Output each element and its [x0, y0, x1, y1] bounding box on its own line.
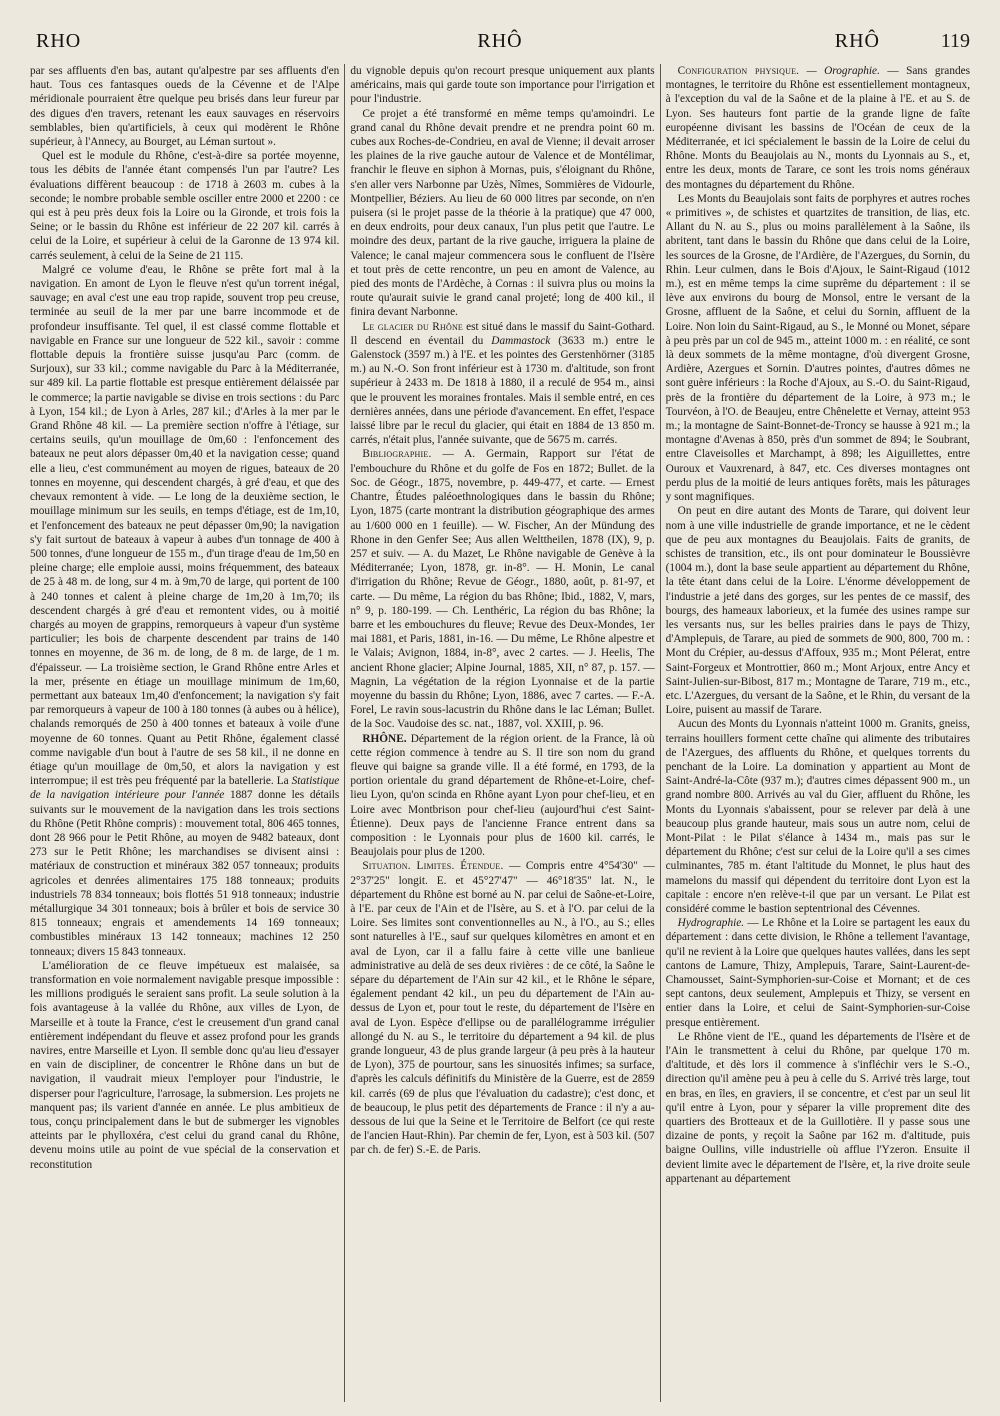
column-3 — [660, 64, 970, 1402]
entry-headword: RHÔNE. — [362, 732, 407, 745]
paragraph: Les Monts du Beaujolais sont faits de porphyres et autres roches « primitives », de schistes et quartzites de transition, de lias, etc. Allant du N. au S., plus ou moins parallèlement à la Saône, ils abritent, tant dans le bassin du Rhône que dans celui de la Loire, les sources de la Grosne, de l'Ardière, de l'Azergues, du Sornin, du Rhin. Leur culmen, dans le Bois d'Ajoux, le Saint-Rigaud (1012 m.), est en même temps la cime suprême du département : il se lève aux environs du bourg de Monsol, entre le versant de la Grosne, affluent de la Saône, et celui du Sornin, affluent de la Loire. Non loin du Saint-Rigaud, au S., le Monné ou Monet, sépare à peu près par un col de 945 m., atteint 1000 m. : en réalité, ce sont là deux sommets de la même montagne, d'où divergent Grosne, Ardière, Azergues et Sornin. D'autres pointes, d'autres dômes ne sont guère inférieurs : la Roche d'Ajoux, au S.-O. du Saint-Rigaud, près de la frontière du département de la Loire, à 973 m.; le Tourvéon, à l'O. de Beaujeu, entre Chênelette et Vernay, atteint 953 m.; la montagne de Saint-Bonnet-de-Troncy se hausse à 921 m.; la montagne d'Avenas à 850, près d'un sommet de 894; le Soubrant, entre Claveisolles et Marchampt, à 898; les Aiguillettes, entre Ouroux et Vauxrenard, à 847, etc. Ces diverses montagnes ont perdu plus de la moitié de leurs antiques forêts, mais les pâturages y sont magnifiques. — [665, 192, 971, 504]
paragraph: L'amélioration de ce fleuve impétueux est malaisée, sa transformation en voie normalement navigable presque impossible : les millions prodigués le seraient sans profit. La seule solution à la fois avantageuse à la vallée du Rhône, aux villes de Lyon, de Marseille et à toute la France, c'est le creusement d'un grand canal entièrement indépendant du fleuve et assez profond pour les grands navires, entre Marseille et Lyon. Il semble donc qu'au lieu d'essayer en vain de discipliner, de concentrer le Rhône dans un but de navigation, il vaudrait mieux l'employer pour l'industrie, le disperser pour l'agriculture, l'arrosage, la submersion. Les projets ne manquent pas; ils varient d'année en année. Le plus ambitieux de tous, conçu principalement dans le but de submerger les vignobles atteints par le phylloxéra, c'est celui du grand canal du Rhône, devenu moins utile au point de vue spécial de la conservation et reconstitution — [30, 959, 340, 1171]
entry-rhone-paragraph: RHÔNE. Département de la région orient. de la France, là où cette région commence à tendre au S. Il tire son nom du grand fleuve qui baigne sa grande ville. Il a été formé, en 1793, de la portion orientale du grand département de Rhône-et-Loire, chef-lieu Lyon, qu'on scinda en Rhône ayant Lyon pour chef-lieu, et en Loire avec Montbrison pour chef-lieu (aujourd'hui c'est Saint-Étienne). Deux pays de l'ancienne France entrent dans sa composition : le Lyonnais pour plus de 1600 kil. carrés, le Beaujolais pour plus de 1200. — [350, 732, 655, 859]
running-head-center: RHÔ — [477, 30, 523, 52]
page-number: 119 — [940, 30, 970, 52]
paragraph: Aucun des Monts du Lyonnais n'atteint 1000 m. Granits, gneiss, terrains houillers forment cette chaîne qui alimente des tributaires de l'Azergues, des affluents du Rhône, et quelques torrents du penchant de la Loire. La domination y appartient au Mont de Saint-André-la-Côte (937 m.); d'autres cimes dépassent 900 m., un grand nombre 800. Arrivés au val du Gier, affluent du Rhône, les Monts du Lyonnais s'abaissent, pour se relever par delà à une beaucoup plus grande hauteur, mais sous un autre nom, celui de Mont-Pilat : le Pilat s'élance à 1434 m., mais pas sur le département du Rhône; c'est sur celui de la Loire qu'il a ses cimes culminantes, 785 m. étant l'altitude du Monnet, le plus haut des mamelons du massif qui dépendent du territoire dont Lyon est la capitale : encore n'en relève-t-il que par un versant. Le Pilat est considéré comme le bastion septentrional des Cévennes. — [665, 718, 971, 915]
paragraph: On peut en dire autant des Monts de Tarare, qui doivent leur nom à une ville industrielle de grande importance, et ne le cèdent que de peu aux montagnes du Beaujolais. Faits de granits, de schistes de transition, etc., ils ont pour dominateur le Boussièvre (1004 m.), dont la base seule appartient au département du Rhône, la tête étant dans celui de la Loire. L'énorme développement de l'industrie a jeté dans des gorges, sur les pentes de ce massif, des bourgs, des hameaux laborieux, et la fumée des usines rampe sur les versants nus, sur les belles prairies dans le pays de Thizy, d'Amplepuis, de Tarare, au pied de sommets de 900, 800, 700 m. : Mont du Crépier, au-dessus d'Affoux, 935 m.; Mont Pélerat, entre Saint-Forgeux et Montrottier, 860 m.; Mont Arjoux, entre Ancy et Saint-Julien-sur-Bibost, 817 m.; Montagne de Tarare, 719 m., etc., etc. L'Azergues, du versant de la Saône, et le Rhin, du versant de la Loire, puisent au massif de Tarare. — [665, 505, 971, 717]
paragraph: Malgré ce volume d'eau, le Rhône se prête fort mal à la navigation. En amont de Lyon le fleuve n'est qu'un torrent inégal, sauvage; en aval c'est une eau trop rapide, souvent trop peu creuse, terminée au seuil de la mer par une barre incommode et de profondeur insuffisante. Tel quel, il est classé comme flottable et navigable en France sur une longueur de 522 kil., savoir : comme flottable depuis la frontière suisse jusqu'au Parc (comm. de Surjoux), sur 33 kil.; comme navigable du Parc à la Méditerranée, sur 489 kil. La partie flottable est presque entièrement délaissée par le commerce; la partie navigable se divise en trois sections : du Parc à Lyon, 154 kil.; de Lyon à Arles, 287 kil.; d'Arles à la mer par le Grand Rhône 48 kil. — La première section n'offre à l'étiage, sur certains seuils, qu'un mouillage de 0m,60 : l'enfoncement des bateaux ne peut alors dépasser 0m,40 et la navigation cesse; quand elle a lieu, c'est communément au moyen de rigues, bateaux de 20 tonnes en moyenne, qui descendent chargés, à gré d'eau, et que des chevaux remontent à vide. — Le long de la deuxième section, le mouillage minimum sur les seuils, en temps d'étiage, est de 1m,10, et l'enfoncement des bateaux ne peut dépasser 0m,90; la navigation s'y fait surtout de bateaux à vapeur à aubes d'un tonnage de 400 à 500 tonnes, d'une longueur de 155 m., d'un tirage d'eau de 1m,50 en pleine charge; elle emploie aussi, moins fréquemment, des bateaux de 25 à 48 m. de long, sur 4 m. à 9m,70 de large, qui portent de 100 à 240 tonnes et calent à pleine charge de 1m,20 à 1m,70; ils descendent chargés à gré d'eau et remontent vides, ou à moitié chargés au moyen de grappins, remorqueurs à vapeur d'un système particulier; les bois de charpente descendent par trains de 140 tonnes en moyenne, de 36 m. de long, de 8 m. de large, de 1 m. d'épaisseur. — La troisième section, le Grand Rhône entre Arles et la mer, présente en étiage un mouillage minimum de 1m,60, permettant aux bateaux 1m,40 d'enfoncement; la navigation s'y fait par remorqueurs à vapeur de 100 à 180 tonnes (à aubes ou à hélice), chalands remorqués de 250 à 400 tonnes et bateaux à voile d'une moyenne de 60 tonnes. Quant au Petit Rhône, également classé comme navigable d'un bout à l'autre de ses 58 kil., il ne donne en étiage qu'un mouillage de 0m,50, et alors la navigation y est interrompue; il est très peu fréquenté par la batellerie. La Statistique de la navigation intérieure pour l'année 1887 donne les détails suivants sur le mouvement de la navigation dans les trois sections du Rhône (Petit Rhône compris) : mouvement total, 806 465 tonnes, dont 28 966 pour le Petit Rhône, au moyen de 9482 bateaux, dont 273 sur le Petit Rhône; les marchandises se divisent ainsi : matériaux de construction et minéraux 382 057 tonneaux; produits agricoles et denrées alimentaires 175 188 tonneaux; produits industriels 78 834 tonneaux; bois flottés 51 918 tonneaux; industrie métallurgique 34 301 tonneaux; bois à brûler et bois de service 30 815 tonneaux; engrais et amendements 14 169 tonneaux; combustibles minéraux 13 142 tonneaux; machines 12 250 tonneaux; divers 15 843 tonneaux. — [30, 263, 340, 958]
text-columns — [30, 64, 970, 1402]
paragraph: Le Rhône vient de l'E., quand les départements de l'Isère et de l'Ain le transmettent à celui du Rhône, par quelque 170 m. d'altitude, et dès lors il commence à s'infléchir vers le S.-O., direction qu'il amène peu à peu à celle du S. Arrivé très large, tout en bras, en îles, en graviers, il se concentre, et c'est par un seul lit qu'il entre à Lyon, pour y séparer la ville proprement dite des quartiers des Brotteaux et de la Guillotière. Il y passe sous une dizaine de ponts, y reçoit la Saône par 162 m. d'altitude, puis baigne Oullins, ville industrielle où afflue l'Yzeron. Ensuite il devient limite avec le département de l'Isère, et, la rive droite seule appartenant au département — [665, 1030, 971, 1185]
paragraph: Ce projet a été transformé en même temps qu'amoindri. Le grand canal du Rhône devait prendre et ne prendra point 60 m. cubes aux Roches-de-Condrieu, en aval de Vienne; il devait arroser les plaines de la rive gauche autour de Valence et de Montélimar, franchir le fleuve en siphon à Mornas, puis, s'éloignant du Rhône, s'en aller vers Narbonne par Uzès, Nîmes, Sommières de Vidourle, Montpellier, Béziers. Au lieu de 60 000 litres par seconde, on n'en puisera (si le projet passe de la théorie à la pratique) que 47 000, en deux endroits, pour deux canaux, l'un plus petit que l'autre. Le moindre des deux, partant de la rive gauche, irriguera la plaine de Valence; le canal majeur commencera sous le confluent de l'Isère et tout près de cette rencontre, un peu en amont de Valence, au pied des monts de l'Ardèche, à Cornas : il suivra plus ou moins la route qu'aurait suivie le grand canal projeté; long de 400 kil., il finira devant Narbonne. — [350, 107, 655, 319]
column-1 — [30, 64, 339, 1402]
situation-paragraph: Situation. Limites. Étendue. — Compris entre 4°54'30" — 2°37'25" longit. E. et 45°27'47" — 46°18'35" lat. N., le département du Rhône est borné au N. par celui de Saône-et-Loire, à l'E. par ceux de l'Ain et de l'Isère, au S. et à l'O. par celui de la Loire. Ses limites sont conventionnelles au N., à l'O., au S.; elles sont naturelles à l'E., sauf sur quelques kilomètres en amont et en aval de Lyon, car il a fallu faire à cette ville une banlieue administrative au delà de ses deux rivières : de ce côté, la Saône le sépare du département de l'Ain sur 42 kil., et le Rhône le sépare, également pendant 42 kil., un peu du département de l'Ain au-dessus de Lyon et, pour tout le reste, du département de l'Isère en aval de Lyon. Espèce d'ellipse ou de parallélogramme irrégulier allongé du N. au S., le territoire du département a 94 kil. de plus grande longueur, 43 de plus grande largeur (à peu près à la hauteur de Lyon), 375 de pourtour, sans les sinuosités infimes; sa surface, d'après les calculs définitifs du Ministère de la Guerre, est de 2859 kil. carrés (69 de plus que l'évaluation du cadastre); c'est donc, et de beaucoup, le plus petit des départements de France : il n'y a au-dessous de lui que la Seine et le Territoire de Belfort (ce qui reste de l'ancien Haut-Rhin). Par chemin de fer, Lyon, est à 503 kil. (507 par ch. de fer) S.-E. de Paris. — [350, 860, 655, 1157]
paragraph: Quel est le module du Rhône, c'est-à-dire sa portée moyenne, tous les débits de l'année étant compensés l'un par l'autre? Les évaluations diffèrent beaucoup : de 1718 à 2603 m. cubes à la seconde; le nombre probable semble osciller entre 2000 et 2200 : ce qui est à peu près deux fois la Loire ou la Gironde, et trois fois la Seine; or le bassin du Rhône est inférieur de 22 207 kil. carrés à celui de la Loire, et supérieur à celui de la Garonne de 13 974 kil. carrés seulement, à celui de la Seine de 21 115. — [30, 150, 340, 262]
hydrography-paragraph: Hydrographie. — Le Rhône et la Loire se partagent les eaux du département : dans cette division, le Rhône a tellement l'avantage, qu'il ne revient à la Loire que quelques hautes vallées, dans les sept cantons de Lamure, Thizy, Amplepuis, Tarare, Saint-Laurent-de-Chamousset, Saint-Symphorien-sur-Coise et Mornant; et de ces sept cantons, deux seulement, Amplepuis et Thizy, se versent en entier dans la Loire, et celui de Saint-Symphorien-sur-Coise presque entièrement. — [665, 917, 971, 1029]
bibliography-paragraph: Bibliographie. — A. Germain, Rapport sur l'état de l'embouchure du Rhône et du golfe de Fos en 1872; Bullet. de la Soc. de Géogr., 1875, novembre, p. 449-477, et carte. — Ernest Chantre, Études paléoethnologiques dans le bassin du Rhône; Lyon, 1875 (carte montrant la distribution géographique des armes au 1/600 000 en 1 feuille). — W. Fischer, An der Mündung des Rhone in den Genfer See; Aus allen Welttheilen, 1878 (IX), 9, p. 257 et suiv. — A. du Mazet, Le Rhône navigable de Genève à la Méditerranée; Lyon, 1878, gr. in-8°. — H. Monin, Le canal d'irrigation du Rhône; Revue de Géogr., 1880, août, p. 81-97, et carte. — Du même, La région du bas Rhône; Ibid., 1882, V, mars, n° 9, p. 180-199. — Ch. Lenthéric, La région du bas Rhône; la barre et les embouchures du fleuve; Revue des Deux-Mondes, 1er mai 1881, et Paris, 1881, in-16. — Du même, Le Rhône alpestre et le Valais; Avignon, 1884, in-8°, avec 2 cartes. — J. Heelis, The ancient Rhone glacier; Alpine Journal, 1885, XII, n° 87, p. 157. — Magnin, La végétation de la région Lyonnaise et de la partie moyenne du bassin du Rhône; Lyon, 1886, avec 7 cartes. — F.-A. Forel, Le ravin sous-lacustrin du Rhône dans le lac Léman; Bullet. de la Soc. Vaudoise des sc. nat., 1887, vol. XXIII, p. 96. — [350, 448, 655, 731]
paragraph: par ses affluents d'en bas, autant qu'alpestre par ses affluents d'en haut. Tous ces fantasques oueds de la Cévenne et de l'Alpe méridionale pourraient être quelque peu brisés dans leur fureur par des digues d'en travers, retenant les eaux sauvages en réservoirs semblables, bien qu'artificiels, à ceux qui modèrent le Rhône supérieur, à l'Annecy, au Bourget, au Léman surtout ». — [30, 65, 340, 149]
page-header — [30, 30, 970, 64]
configuration-paragraph: Configuration physique. — Orographie. — Sans grandes montagnes, le territoire du Rhône est essentiellement montagneux, à l'exception du val de la Saône et de la plaine à l'E. et au S. de Lyon. Ses hauteurs font partie de la grande ligne de faîte européenne divisant les bassins de l'Océan de ceux de la Méditerranée, et ici spécialement le bassin de la Loire de celui du Rhône. Monts du Beaujolais au N., monts du Lyonnais au S., et, entre les deux, monts de Tarare, ce sont les trois noms généraux des montagnes du département du Rhône. — [665, 65, 971, 191]
glacier-paragraph: Le glacier du Rhône est situé dans le massif du Saint-Gothard. Il descend en éventail du Dammastock (3633 m.) entre le Galenstock (3597 m.) à l'E. et les pointes des Gerstenhörner (3185 m.) au N.-O. Son front inférieur est à 1730 m. d'altitude, son front supérieur à 2433 m. De 1818 à 1880, il a reculé de 954 m., ainsi que le prouvent les moraines frontales. Mais il semble entré, en ces dernières années, dans une période d'avancement. En effet, l'espace laissé libre par le recul du glacier, qui était en 1884 de 13 850 m. carrés, n'était plus, l'année suivante, que de 5675 m. carrés. — [350, 320, 655, 447]
column-2 — [344, 64, 654, 1402]
running-head-right: RHÔ — [834, 30, 880, 52]
running-head-left: RHO — [36, 30, 82, 52]
paragraph: du vignoble depuis qu'on recourt presque uniquement aux plants américains, mais qui garde toute son importance pour l'irrigation et pour l'industrie. — [350, 65, 655, 106]
